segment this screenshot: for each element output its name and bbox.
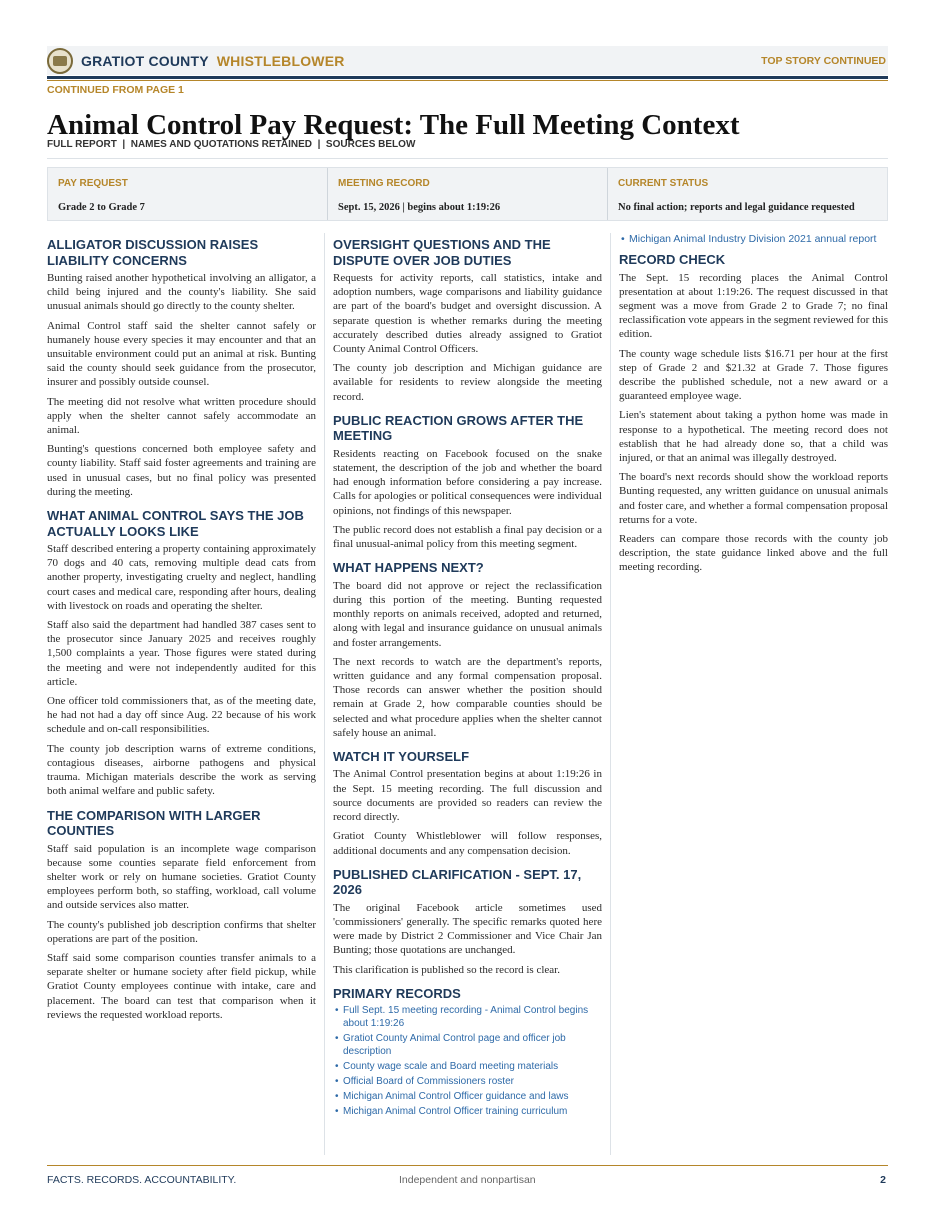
continued-records-list xyxy=(619,233,888,246)
fact-pay-request xyxy=(48,168,328,220)
paragraph: Lien's statement about taking a python home was made in response to a hypothetical. The meeting record does not establish that he had already done so, that a child was injured, or that an animal was illegally destroyed. xyxy=(619,409,888,464)
fact-current-status xyxy=(608,168,887,220)
brand-secondary: WHISTLEBLOWER xyxy=(216,52,345,69)
fact-label: CURRENT STATUS xyxy=(618,178,709,189)
fact-value: Sept. 15, 2026 | begins about 1:19:26 xyxy=(338,202,501,213)
paragraph: Bunting's questions concerned both employee safety and county liability. Staff said foster agreements and training are used in unusual cases, but no final policy was presented during the meeting. xyxy=(47,443,316,498)
masthead xyxy=(47,46,888,75)
paragraph: Gratiot County Whistleblower will follow responses, additional documents and any compensation decision. xyxy=(333,830,602,857)
paragraph: The original Facebook article sometimes used 'commissioners' generally. The specific remarks quoted here were made by District 2 Commissioner and Vice Chair Jan Bunting; those quotations are unchanged. xyxy=(333,901,602,957)
column-1 xyxy=(47,233,316,1027)
section-heading: PUBLIC REACTION GROWS AFTER THE MEETING xyxy=(333,412,584,444)
paragraph: Staff described entering a property containing approximately 70 dogs and 40 cats, removing multiple dead cats from another property, investigating cruelty and neglect, handling court cases and medical care, responding after hours, dealing with livestock on roads and operating the shelter. xyxy=(47,543,316,612)
paragraph: The county job description and Michigan guidance are available for residents to review alongside the meeting record. xyxy=(333,362,602,403)
paragraph: Staff also said the department had handled 387 cases sent to the prosecutor since January 2025 and receives roughly 1,500 complaints a year. Those figures were stated during the meeting and were not independently audited for this article. xyxy=(47,619,316,688)
section-heading: THE COMPARISON WITH LARGER COUNTIES xyxy=(47,807,261,838)
continued-label: CONTINUED FROM PAGE 1 xyxy=(47,84,184,96)
paragraph: Staff said some comparison counties transfer animals to a separate shelter or humane society after field pickup, while Gratiot County employees continue with intake, care and placement. The board can test that comparison when it reviews the requested workload reports. xyxy=(47,951,316,1021)
column-divider xyxy=(610,233,611,1155)
paragraph: Bunting raised another hypothetical involving an alligator, a child being injured and the county's liability. She said unusual animals should go directly to the county shelter. xyxy=(47,272,316,313)
primary-records-list xyxy=(333,1004,602,1118)
paragraph: Animal Control staff said the shelter cannot safely or humanely house every species it may encounter and that an unsuitable environment could put an animal at risk. Bunting said the county should seek guidance from the prosecutor, insurer and possibly outside counsel. xyxy=(47,319,316,389)
paragraph: Readers can compare those records with the county job description, the state guidance linked above and the full meeting recording. xyxy=(619,532,888,574)
paragraph: Staff said population is an incomplete wage comparison because some counties separate field enforcement from shelter work or rely on humane societies. Gratiot County employees perform both, so staffing, workload, call volume and outside services also matter. xyxy=(47,842,316,912)
headline: Animal Control Pay Request: The Full Meeting Context xyxy=(47,109,740,141)
fact-label: MEETING RECORD xyxy=(338,178,430,189)
fact-box xyxy=(47,167,888,221)
county-seal-icon xyxy=(47,48,73,74)
footer-middle: Independent and nonpartisan xyxy=(399,1174,536,1186)
source-link[interactable]: • Official Board of Commissioners roster xyxy=(333,1075,602,1088)
fact-meeting-record xyxy=(328,168,608,220)
source-link[interactable]: • Michigan Animal Control Officer training curriculum xyxy=(333,1105,602,1118)
paragraph: The Animal Control presentation begins at about 1:19:26 in the Sept. 15 meeting recording. The full discussion and source documents are provided so readers can review the record directly. xyxy=(333,768,602,824)
dek: FULL REPORT | NAMES AND QUOTATIONS RETAINED | SOURCES BELOW xyxy=(47,139,416,150)
paragraph: The county's published job description confirms that shelter operations are part of the position. xyxy=(47,918,316,945)
brand-primary: GRATIOT COUNTY xyxy=(81,52,209,69)
footer-tagline: FACTS. RECORDS. ACCOUNTABILITY. xyxy=(47,1174,237,1186)
source-link[interactable]: • Gratiot County Animal Control page and officer job description xyxy=(333,1032,602,1058)
paragraph: The Sept. 15 recording places the Animal Control presentation at about 1:19:26. The request discussed in that segment was a move from Grade 2 to Grade 7; no final reclassification vote appears in the segment reviewed for this edition. xyxy=(619,271,888,341)
paragraph: The public record does not establish a final pay decision or a final unusual-animal policy from this meeting segment. xyxy=(333,523,602,551)
paragraph: The next records to watch are the department's reports, written guidance and any formal compensation proposal. Those records can answer whether the position should remain at Grade 2, how comparable counties should be selected and what procedure applies when the shelter cannot safely house an animal. xyxy=(333,655,602,739)
section-heading: PUBLISHED CLARIFICATION - SEPT. 17, 2026 xyxy=(333,866,582,898)
paragraph: This clarification is published so the record is clear. xyxy=(333,963,560,976)
section-heading: RECORD CHECK xyxy=(619,252,726,267)
page-number: 2 xyxy=(880,1174,886,1186)
source-link[interactable]: • Michigan Animal Industry Division 2021 annual report xyxy=(619,233,888,246)
fact-value: No final action; reports and legal guidance requested xyxy=(618,202,855,213)
paragraph: The board's next records should show the workload reports Bunting requested, any written guidance on unusual animals and foster care, and whether a formal compensation proposal returns for a vote. xyxy=(619,471,888,526)
column-3 xyxy=(619,233,888,580)
column-2 xyxy=(333,233,602,1120)
section-heading: WHAT ANIMAL CONTROL SAYS THE JOB ACTUALLY LOOKS LIKE xyxy=(47,508,304,539)
source-link[interactable]: • Michigan Animal Control Officer guidance and laws xyxy=(333,1090,602,1103)
paragraph: One officer told commissioners that, as of the meeting date, he had not had a day off since Aug. 22 because of his work schedule and on-call responsibilities. xyxy=(47,695,316,736)
footer-rule xyxy=(47,1165,888,1166)
fact-value: Grade 2 to Grade 7 xyxy=(58,202,145,213)
masthead-accent-rule xyxy=(47,80,888,81)
section-heading: ALLIGATOR DISCUSSION RAISES LIABILITY CONCERNS xyxy=(47,237,259,268)
fact-label: PAY REQUEST xyxy=(58,178,128,189)
section-label: TOP STORY CONTINUED xyxy=(761,54,886,67)
paragraph: The board did not approve or reject the reclassification during this portion of the meeting. Bunting requested monthly reports on animals received, adopted and returned, along with legal and insurance guidance on unusual animals and foster arrangements. xyxy=(333,579,602,649)
column-divider xyxy=(324,233,325,1155)
paragraph: Residents reacting on Facebook focused on the snake statement, the description of the job and whether the board had enough information before considering a pay increase. Calls for apologies or political consequences were individual opinions, not findings of this newspaper. xyxy=(333,447,602,517)
divider xyxy=(47,158,888,159)
paragraph: The county wage schedule lists $16.71 per hour at the first step of Grade 2 and $21.32 at Grade 7. Those figures describe the published schedule, not a new award or a guaranteed employee wage. xyxy=(619,347,888,403)
source-link[interactable]: • County wage scale and Board meeting materials xyxy=(333,1060,602,1073)
section-heading: OVERSIGHT QUESTIONS AND THE DISPUTE OVER JOB DUTIES xyxy=(333,237,551,268)
source-link[interactable]: • Full Sept. 15 meeting recording - Animal Control begins about 1:19:26 xyxy=(333,1004,602,1030)
masthead-rule xyxy=(47,76,888,79)
paragraph: The county job description warns of extreme conditions, contagious diseases, airborne pathogens and physical trauma. Michigan materials describe the work as serving both animal welfare and public safety. xyxy=(47,742,316,798)
section-heading: WHAT HAPPENS NEXT? xyxy=(333,560,484,576)
section-heading: WATCH IT YOURSELF xyxy=(333,748,470,764)
paragraph: The meeting did not resolve what written procedure should apply when the shelter cannot safely accommodate an animal. xyxy=(47,395,316,437)
paragraph: Requests for activity reports, call statistics, intake and adoption numbers, wage comparisons and liability guidance are part of the board's budget and oversight discussion. A separate question is whether remarks during the meeting accurately described duties already assigned to Gratiot County Animal Control Officers. xyxy=(333,272,602,356)
section-heading: PRIMARY RECORDS xyxy=(333,985,461,1001)
